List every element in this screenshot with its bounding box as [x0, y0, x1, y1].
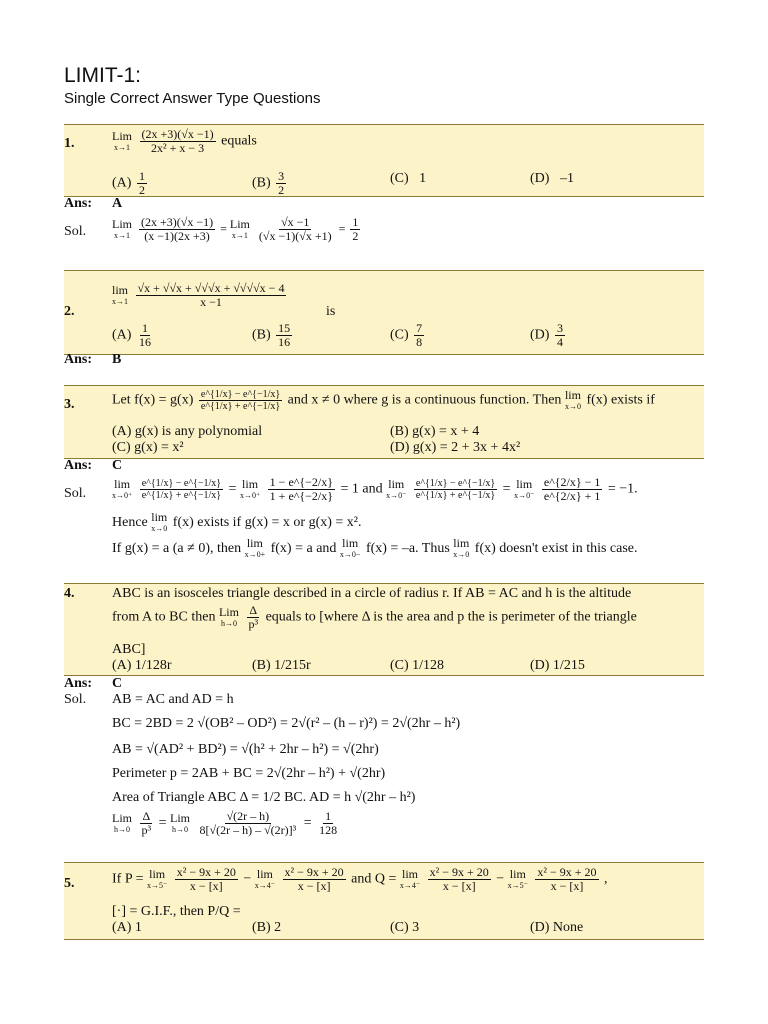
question-2-number: 2.: [64, 304, 75, 319]
solution-label: Sol.: [64, 486, 87, 501]
answer-label: Ans:: [64, 676, 93, 691]
question-4-line-2: from A to BC then Lim h→0 $\frac{\Delta}{\text{p³}}$ equals to [where Δ is the area and p the is perimeter of the triangle: [112, 603, 637, 631]
answer-value: C: [112, 458, 123, 473]
option-c: (C) 1: [390, 171, 427, 186]
question-4-line-3: ABC]: [112, 642, 146, 657]
answer-value: B: [112, 352, 122, 367]
answer-label: Ans:: [64, 352, 93, 367]
solution-step-2: BC = 2BD = 2 √(OB² – OD²) = 2√(r² – (h – r)²) = 2√(2hr – h²): [112, 716, 461, 731]
option-a: (A) 1/128r: [112, 658, 172, 673]
option-a: (A) 1: [112, 920, 142, 935]
option-d: (D) g(x) = 2 + 3x + 4x²: [390, 440, 521, 455]
option-a: (A) $\frac{1}{2}$: [112, 169, 145, 197]
option-b: (B) g(x) = x + 4: [390, 424, 480, 439]
option-d: (D) $\frac{3}{4}$: [530, 321, 563, 349]
question-5-stem: If P = lim x→5⁻ $\frac{\text{x² − 9x + 20}}{x - [x]}$ − lim x→4⁻ $\frac{\text{x² − 9x + 20}}{x - [x]}$ and Q = lim x→4⁻ $\frac{\text{x² − 9x + 20}}{x - [x]}$ − lim x→5⁻ $\frac{\text{x² − 9x + 20}}{x - [x]}$ ,: [112, 865, 608, 893]
question-5-number: 5.: [64, 876, 75, 891]
question-3-stem: Let f(x) = g(x) $\frac{e\^{}\{1/x\} - e\^{}\{-1/x\}}{e\^{}\{1/x\} + e\^{}\{-1/x\}}$ and x ≠ 0 where g is a continuous function. Then lim x→0 f(x) exists if: [112, 387, 655, 412]
question-5-line-2: [·] = G.I.F., then P/Q =: [112, 904, 241, 919]
page-subtitle: Single Correct Answer Type Questions: [64, 90, 321, 107]
solution-step-5: Area of Triangle ABC Δ = 1/2 BC. AD = h √(2hr – h²): [112, 790, 416, 805]
question-1-number: 1.: [64, 136, 75, 151]
answer-label: Ans:: [64, 196, 93, 211]
option-c: (C) 1/128: [390, 658, 445, 673]
option-c: (C) 3: [390, 920, 420, 935]
question-1-stem: Lim x→1 $\frac{(2x +3)(√x -1)}{\text{2x² + x − 3}}$ equals: [112, 127, 257, 155]
solution-step-6: Lim h→0 $\frac{\Delta}{\text{p³}}$ = Lim h→0 $\frac{√(2r - h)}{\text{8[√(2r – h) – √(2r)]³}}$ = $\frac{1}{128}$: [112, 809, 338, 837]
question-1-fraction: $\frac{(2x +3)(√x -1)}{\text{2x² + x − 3}}$: [141, 127, 214, 155]
question-2-stem: lim x→1 $\frac{√x + √√x + √√√x + √√√√x - 4}{x -1}$: [112, 281, 285, 309]
answer-value: A: [112, 196, 123, 211]
limit-operator: Lim x→1: [112, 128, 132, 152]
question-4-number: 4.: [64, 586, 75, 601]
question-1-solution: Lim x→1 $\frac{(2x +3)(√x -1)}{(x -1)(2x +3)}$ = Lim x→1 $\frac{√x -1}{(√x -1)(√x +1)}$ = $\frac{1}{2}$: [112, 215, 359, 243]
solution-label: Sol.: [64, 692, 87, 707]
option-b: (B) $\frac{15}{16}$: [252, 321, 291, 349]
solution-step-1: AB = AC and AD = h: [112, 692, 234, 707]
option-a: (A) $\frac{1}{16}$: [112, 321, 151, 349]
question-3-number: 3.: [64, 397, 75, 412]
question-2-tail: is: [326, 304, 336, 319]
option-b: (B) 1/215r: [252, 658, 311, 673]
option-c: (C) $\frac{7}{8}$: [390, 321, 423, 349]
option-d: (D) 1/215: [530, 658, 585, 673]
option-d: (D) –1: [530, 171, 574, 186]
solution-step-4: Perimeter p = 2AB + BC = 2√(2hr – h²) + √(2hr): [112, 766, 386, 781]
answer-value: C: [112, 676, 123, 691]
option-b: (B) $\frac{3}{2}$: [252, 169, 285, 197]
answer-label: Ans:: [64, 458, 93, 473]
question-3-solution-line-3: If g(x) = a (a ≠ 0), then lim x→0+ f(x) = a and lim x→0− f(x) = –a. Thus lim x→0 f(x) doesn't exist in this case.: [112, 536, 638, 559]
option-a: (A) g(x) is any polynomial: [112, 424, 263, 439]
page-title: LIMIT-1:: [64, 64, 142, 87]
question-4-line-1: ABC is an isosceles triangle described in a circle of radius r. If AB = AC and h is the altitude: [112, 586, 632, 601]
question-3-solution-line-2: Hence lim x→0 f(x) exists if g(x) = x or g(x) = x².: [112, 510, 362, 533]
solution-step-3: AB = √(AD² + BD²) = √(h² + 2hr – h²) = √(2hr): [112, 742, 379, 757]
solution-label: Sol.: [64, 224, 87, 239]
option-c: (C) g(x) = x²: [112, 440, 184, 455]
option-b: (B) 2: [252, 920, 282, 935]
option-d: (D) None: [530, 920, 584, 935]
question-3-solution-line-1: lim x→0⁺ $\frac{e\^{}\{1/x\} - e\^{}\{-1/x\}}{e\^{}\{1/x\} + e\^{}\{-1/x\}}$ = lim x→0⁺ $\frac{1 - e\^{}\{-2/x\}}{1 + e\^{}\{-2/x\}}$ = 1 and lim x→0⁻ $\frac{e\^{}\{1/x\} - e\^{}\{-1/x\}}{e\^{}\{1/x\} + e\^{}\{-1/x\}}$ = lim x→0⁻ $\frac{e\^{}\{2/x\} - 1}{e\^{}\{2/x\} + 1}$ = −1.: [112, 475, 638, 503]
